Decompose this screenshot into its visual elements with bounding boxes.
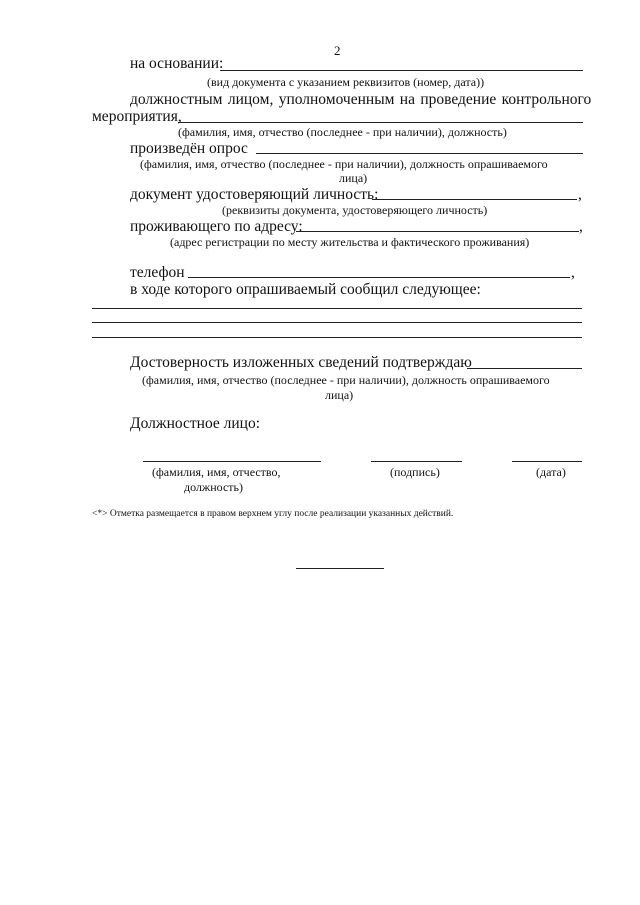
phone-comma: , [571,264,575,281]
signer-signature-line [371,461,462,462]
statement-line-1 [92,308,582,309]
official-line1: должностным лицом, уполномоченным на проведение контрольного [130,91,592,108]
id-doc-field-line [372,199,577,200]
survey-field-line [256,153,583,154]
signer-label: Должностное лицо: [130,415,261,432]
id-doc-comma: , [578,186,582,203]
residence-field-line [296,231,579,232]
statement-line-3 [92,337,582,338]
signer-name-line [143,461,321,462]
confirm-caption-2: лица) [325,388,354,402]
page-number: 2 [334,43,341,58]
residence-caption: (адрес регистрации по месту жительства и фактического проживания) [170,235,530,249]
footnote: <*> Отметка размещается в правом верхнем углу после реализации указанных действий. [92,509,454,519]
phone-label: телефон [130,264,185,281]
official-field-line [178,122,583,123]
closing-separator [296,568,384,569]
official-line2: мероприятия, [92,108,182,125]
residence-comma: , [579,218,583,235]
signer-name-caption-1: (фамилия, имя, отчество, [152,465,281,479]
residence-label: проживающего по адресу: [130,218,303,235]
basis-caption: (вид документа с указанием реквизитов (номер, дата)) [207,75,485,89]
signer-date-caption: (дата) [536,465,566,479]
statement-line-2 [92,322,582,323]
confirm-label: Достоверность изложенных сведений подтверждаю [130,354,472,371]
official-caption: (фамилия, имя, отчество (последнее - при наличии), должность) [178,125,507,139]
id-doc-caption: (реквизиты документа, удостоверяющего личность) [222,203,488,217]
confirm-field-line [467,368,582,369]
basis-label: на основании: [130,55,224,72]
signer-date-line [512,461,582,462]
signer-name-caption-2: должность) [184,480,243,494]
phone-field-line [188,277,570,278]
survey-label: произведён опрос [130,140,248,157]
signer-signature-caption: (подпись) [390,465,440,479]
id-doc-label: документ удостоверяющий личность: [130,186,379,203]
survey-caption-2: лица) [339,171,368,185]
basis-field-line [220,70,583,71]
statement-label: в ходе которого опрашиваемый сообщил следующее: [130,281,481,298]
survey-caption-1: (фамилия, имя, отчество (последнее - при наличии), должность опрашиваемого [140,157,548,171]
confirm-caption-1: (фамилия, имя, отчество (последнее - при наличии), должность опрашиваемого [142,373,550,387]
